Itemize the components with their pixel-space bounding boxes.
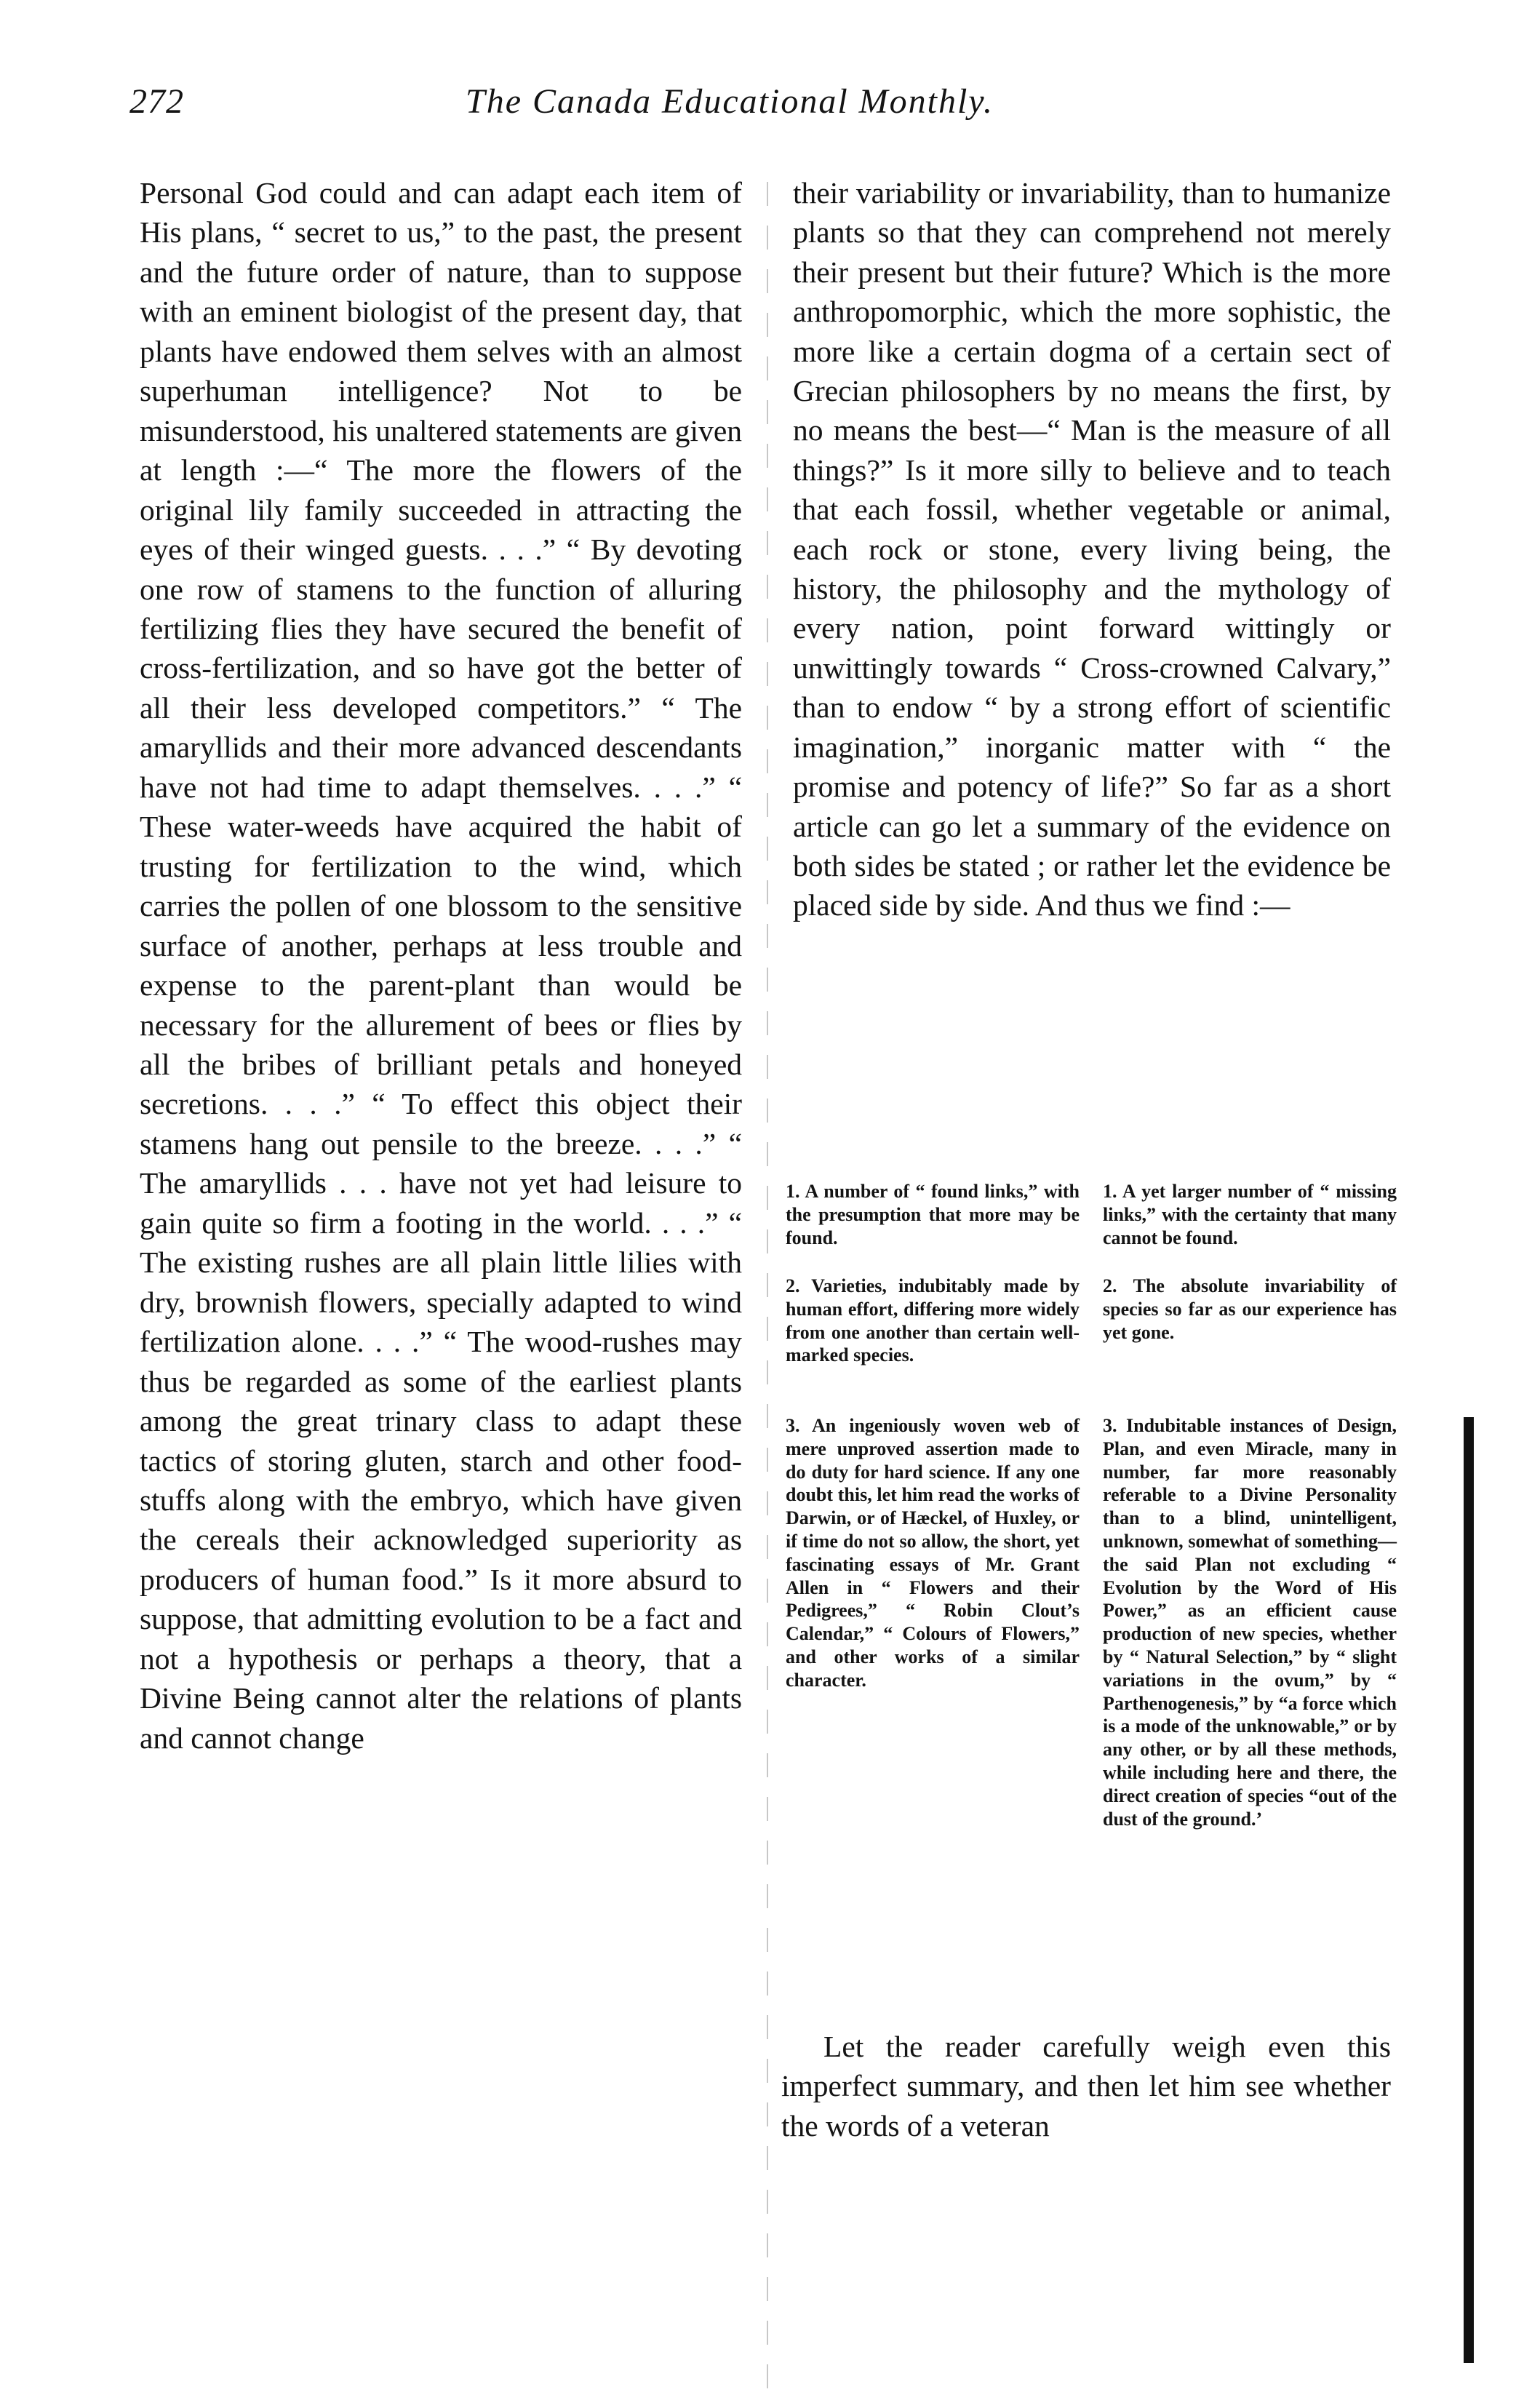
- right-bottom-paragraph: [781, 2027, 1391, 2145]
- summary-item-number: 2.: [1103, 1275, 1117, 1296]
- summary-item-text: A number of “ found links,” with the presumption that more may be found.: [786, 1181, 1080, 1248]
- column-rule: [767, 182, 768, 2408]
- summary-item-text: An ingeniously woven web of mere unproved assertion made to do duty for hard science. If any one doubt this, let him read the works of Darwin, or of Hæckel, of Huxley, or if time do not so allow, the short, yet fascinating essays of Mr. Grant Allen in “ Flowers and their Pedigrees,” “ Robin Clout’s Calendar,” “ Colours of Flowers,” and other works of a similar character.: [786, 1415, 1080, 1691]
- summary-item-text: The absolute invariability of species so far as our experience has yet gone.: [1103, 1275, 1397, 1343]
- summary-item-number: 1.: [786, 1181, 800, 1202]
- summary-item: [786, 1414, 1080, 1692]
- summary-item-text: Indubitable instances of Design, Plan, and even Miracle, many in number, far more reasonably referable to a Divine Personality than to a blind, unintelligent, unknown, somewhat of something—the said Plan not excluding “ Evolution by the Word of His Power,” as an efficient cause production of new species, whether by “ Natural Selection,” by “ slight variations in the ovum,” by “ Parthenogenesis,” by “a force which is a mode of the unknowable,” or by any other, or by all these methods, while including here and there, the direct creation of species “out of the dust of the ground.’: [1103, 1415, 1397, 1830]
- summary-item: [1103, 1414, 1397, 1830]
- running-title: The Canada Educational Monthly.: [466, 82, 994, 121]
- summary-item-number: 1.: [1103, 1181, 1117, 1202]
- summary-item: [1103, 1275, 1397, 1344]
- summary-item: [786, 1180, 1080, 1249]
- left-column: [140, 173, 742, 1758]
- right-column: [793, 173, 1391, 925]
- page-edge-shadow: [1464, 1417, 1474, 2363]
- page-number: 272: [129, 82, 184, 121]
- summary-item-number: 3.: [786, 1415, 800, 1436]
- summary-item-text: A yet larger number of “ missing links,” with the certainty that many cannot be found.: [1103, 1181, 1397, 1248]
- summary-item-number: 2.: [786, 1275, 800, 1296]
- summary-item-number: 3.: [1103, 1415, 1117, 1436]
- left-column-text: Personal God could and can adapt each item of His plans, “ secret to us,” to the past, the present and the future order of nature, than to suppose with an eminent biologist of the present day, that plants have endowed them selves with an almost superhuman intelligence? Not to be misunderstood, his unaltered statements are given at length :—“ The more the flowers of the original lily family succeeded in attracting the eyes of their winged guests. . . .” “ By devoting one row of stamens to the function of alluring fertilizing flies they have secured the benefit of cross-fertilization, and so have got the better of all their less developed competitors.” “ The amaryllids and their more advanced descendants have not had time to adapt themselves. . . .” “ These water-weeds have acquired the habit of trusting for fertilization to the wind, which carries the pollen of one blossom to the sensitive surface of another, perhaps at less trouble and expense to the parent-plant than would be necessary for the allurement of bees or flies by all the bribes of brilliant petals and honeyed secretions. . . .” “ To effect this object their stamens hang out pensile to the breeze. . . .” “ The amaryllids . . . have not yet had leisure to gain quite so firm a footing in the world. . . .” “ The existing rushes are all plain little lilies with dry, brownish flowers, specially adapted to wind fertilization alone. . . .” “ The wood-rushes may thus be regarded as some of the earliest plants among the great trinary class to adapt these tactics of storing gluten, starch and other food-stuffs along with the embryo, which have given the cereals their acknowledged superiority as producers of human food.” Is it more absurd to suppose, that admitting evolution to be a fact and not a hypothesis or perhaps a theory, that a Divine Being cannot alter the relations of plants and cannot change: [140, 176, 742, 1755]
- right-column-text: their variability or invariability, than to humanize plants so that they can comprehend not merely their present but their future? Which is the more anthropomorphic, which the more sophistic, the more like a certain dogma of a certain sect of Grecian philosophers by no means the first, by no means the best—“ Man is the measure of all things?” Is it more silly to believe and to teach that each fossil, whether vegetable or animal, each rock or stone, every living being, the history, the philosophy and the mythology of every nation, point forward wittingly or unwittingly towards “ Cross-crowned Calvary,” than to endow “ by a strong effort of scientific imagination,” inorganic matter with “ the promise and potency of life?” So far as a short article can go let a summary of the evidence on both sides be stated ; or rather let the evidence be placed side by side. And thus we find :—: [793, 176, 1391, 922]
- right-bottom-text: Let the reader carefully weigh even this imperfect summary, and then let him see whether the words of a veteran: [781, 2030, 1391, 2142]
- summary-item: [1103, 1180, 1397, 1249]
- summary-item-text: Varieties, indubitably made by human effort, differing more widely from one another than certain well-marked species.: [786, 1275, 1080, 1366]
- summary-item: [786, 1275, 1080, 1367]
